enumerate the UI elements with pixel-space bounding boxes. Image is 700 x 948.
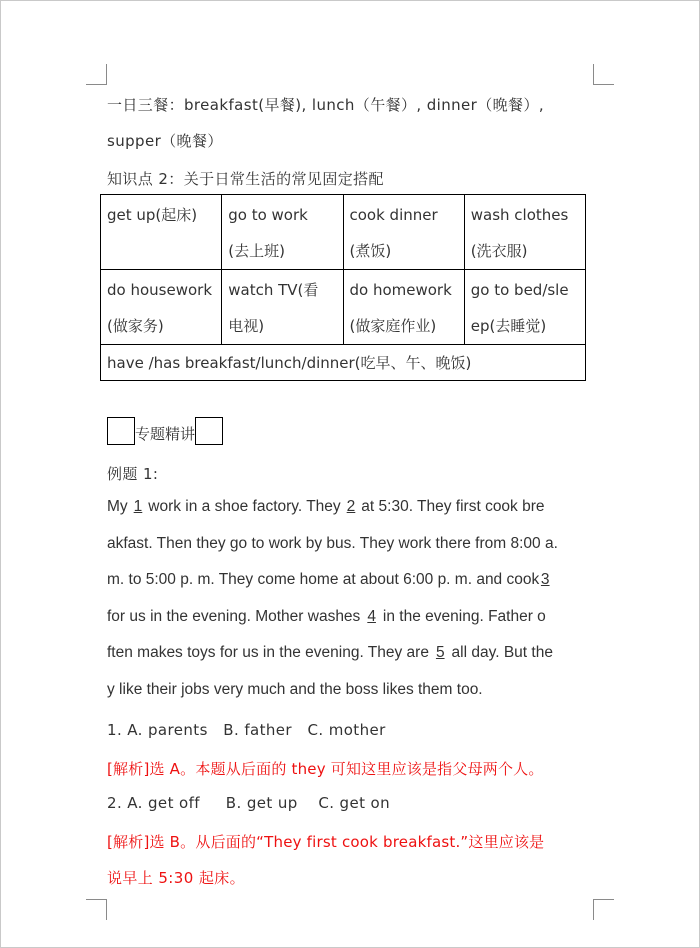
knowledge-point-2: 知识点 2：关于日常生活的常见固定搭配 (107, 170, 384, 188)
blank-1: 1 (133, 498, 143, 515)
passage-line: My 1 work in a shoe factory. They 2 at 5:30. They first cook bre (107, 498, 545, 515)
meals-line-1: 一日三餐：breakfast(早餐), lunch（午餐）, dinner（晚餐）, (107, 96, 545, 114)
passage-line: akfast. Then they go to work by bus. They work there from 8:00 a. (107, 535, 558, 552)
passage-line: ften makes toys for us in the evening. They are 5 all day. But the (107, 644, 553, 661)
passage-line: y like their jobs very much and the boss likes them too. (107, 681, 483, 698)
section-heading: 专题精讲 (107, 417, 223, 445)
table-cell: do homework (做家庭作业) (343, 270, 464, 345)
table-row (101, 195, 586, 270)
blank-4: 4 (367, 608, 376, 625)
heading-box-right (195, 417, 223, 445)
table-cell: cook dinner (煮饭) (343, 195, 464, 270)
blank-5: 5 (435, 644, 445, 661)
meals-line-2: supper（晚餐） (107, 132, 223, 150)
question-2: 2. A. get off B. get up C. get on (107, 794, 391, 812)
collocations-table (100, 194, 586, 381)
corner-mark-bottom-left (86, 899, 107, 920)
analysis-2: [解析]选 B。从后面的“They first cook breakfast.”这里应该是 (107, 833, 545, 851)
table-cell: wash clothes (洗衣服) (464, 195, 585, 270)
corner-mark-top-right (593, 64, 614, 85)
corner-mark-top-left (86, 64, 107, 85)
table-row (101, 345, 586, 381)
passage-line: m. to 5:00 p. m. They come home at about 6:00 p. m. and cook 3 (107, 571, 550, 588)
table-cell: get up(起床) (101, 195, 222, 270)
blank-2: 2 (346, 498, 356, 515)
analysis-2-cont: 说早上 5:30 起床。 (107, 869, 246, 887)
corner-mark-bottom-right (593, 899, 614, 920)
example-title: 例题 1: (107, 465, 159, 483)
analysis-1: [解析]选 A。本题从后面的 they 可知这里应该是指父母两个人。 (107, 760, 544, 778)
table-cell-full-row: have /has breakfast/lunch/dinner(吃早、午、晚饭) (101, 345, 586, 381)
table-row (101, 270, 586, 345)
table-cell: go to work (去上班) (222, 195, 343, 270)
heading-box-left (107, 417, 135, 445)
table-cell: go to bed/sle ep(去睡觉) (464, 270, 585, 345)
table-cell: watch TV(看 电视) (222, 270, 343, 345)
passage-line: for us in the evening. Mother washes 4 in the evening. Father o (107, 608, 546, 625)
question-1: 1. A. parents B. father C. mother (107, 721, 386, 739)
table-cell: do housework (做家务) (101, 270, 222, 345)
blank-3: 3 (540, 571, 550, 588)
